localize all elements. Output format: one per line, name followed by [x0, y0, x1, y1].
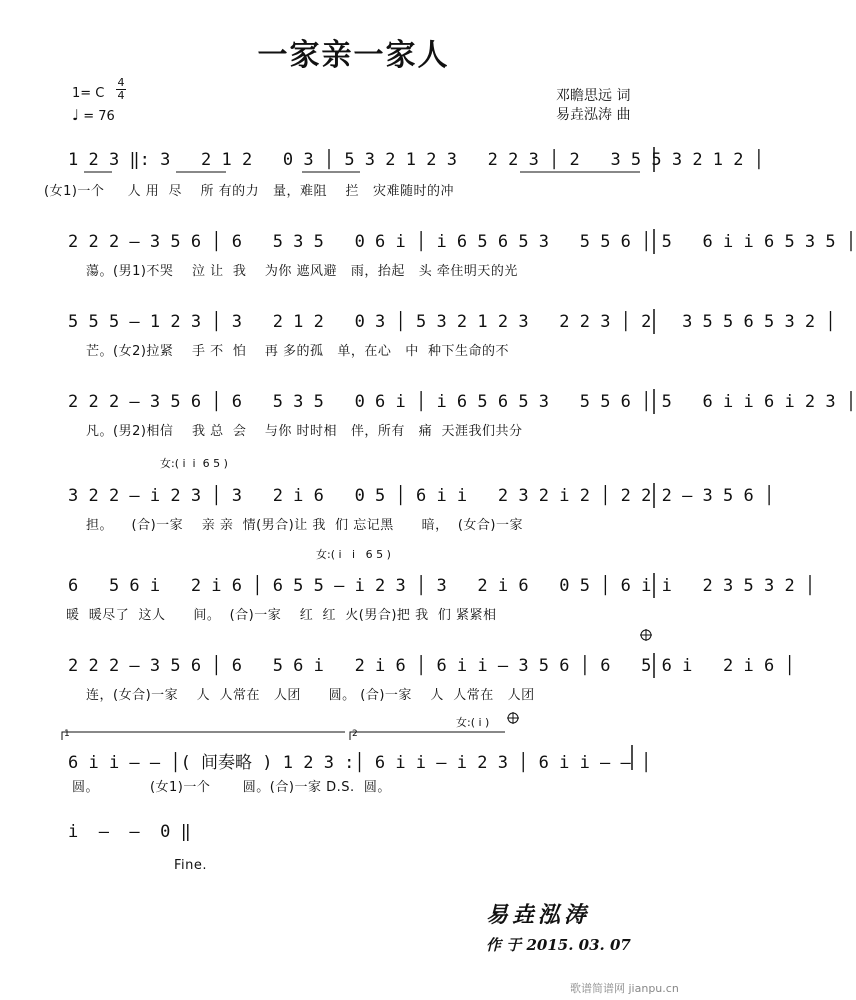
key-label: 1= C	[72, 86, 105, 101]
quarter-note-icon: ♩	[72, 106, 80, 124]
score-row-4-lyrics: 凡。(男2)相信 我 总 会 与你 时时相 伴，所有 痛 天涯我们共分	[86, 424, 523, 439]
score-row-8-lyrics: 圆。 (女1)一个 圆。(合)一家 D.S. 圆。	[72, 780, 391, 795]
time-bottom: 4	[117, 89, 125, 102]
fine-mark: Fine.	[174, 858, 208, 873]
score-row-2-notes: 2 2 2 — 3 5 6 │ 6 5 3 5 0 6 i │ i 6 5 6 5 3 5 5 6 │ 5 6 i i 6 5 3 5 │	[68, 232, 856, 252]
score-row-6-notes: 6 5 6 i 2 i 6 │ 6 5 5 — i 2 3 │ 3 2 i 6 0 5 │ 6 i i 2 3 5 3 2 │	[68, 576, 816, 596]
volta-1-label: 1	[64, 729, 70, 739]
tempo-value: = 76	[83, 109, 115, 124]
score-row-6-lyrics: 暖 暖尽了 这人 间。 (合)一家 红 红 火(男合)把 我 们 紧紧相	[66, 608, 497, 623]
score-row-3-lyrics: 芒。(女2)拉紧 手 不 怕 再 多的孤 单，在心 中 种下生命的不	[86, 344, 510, 359]
time-top: 4	[117, 76, 125, 89]
watermark: 歌谱简谱网 jianpu.cn	[570, 982, 679, 995]
volta-2-bracket	[350, 732, 505, 740]
volta-2-label: 2	[352, 729, 358, 739]
score-row-7-notes: 2 2 2 — 3 5 6 │ 6 5 6 i 2 i 6 │ 6 i i — 3 5 6 │ 6 5 6 i 2 i 6 │	[68, 656, 795, 676]
composer-credit: 易垚泓涛 曲	[556, 107, 631, 123]
row-6-female-part: 女:( i i 6 5 )	[316, 548, 391, 561]
lyricist-credit: 邓瞻思远 词	[556, 88, 631, 104]
volta-1-bracket	[62, 732, 345, 740]
score-row-4-notes: 2 2 2 — 3 5 6 │ 6 5 3 5 0 6 i │ i 6 5 6 5 3 5 5 6 │ 5 6 i i 6 i 2 3 │	[68, 392, 856, 412]
signature-date: 作 于 2015. 03. 07	[486, 936, 631, 954]
score-row-5-lyrics: 担。 (合)一家 亲 亲 情(男合)让 我 们 忘记黑 暗， (女合)一家	[86, 518, 523, 533]
score-row-1-lyrics: (女1)一个 人 用 尽 所 有的力 量，难阻 拦 灾难随时的冲	[44, 184, 454, 199]
score-row-5-notes: 3 2 2 — i 2 3 │ 3 2 i 6 0 5 │ 6 i i 2 3 2 i 2 │ 2 2 2 — 3 5 6 │	[68, 486, 775, 506]
song-title: 一家亲一家人	[257, 38, 450, 73]
signature-name: 易垚泓涛	[486, 902, 591, 928]
score-row-7-lyrics: 连，(女合)一家 人 人常在 人团 圆。 (合)一家 人 人常在 人团	[86, 688, 535, 703]
score-row-2-lyrics: 蕩。(男1)不哭 泣 让 我 为你 遮风避 雨，抬起 头 牵住明天的光	[86, 264, 518, 279]
row-8-female-part: 女:( i )	[456, 716, 490, 729]
score-row-1-notes: 1 2 3 ‖: 3 2 1 2 0 3 │ 5 3 2 1 2 3 2 2 3 │ 2 3 5 5 3 2 1 2 │	[68, 150, 764, 170]
row-5-female-part: 女:( i i 6 5 )	[160, 457, 228, 470]
score-row-8-notes: 6 i i — — │( 间奏略 ) 1 2 3 :│ 6 i i — i 2 3 │ 6 i i — — │	[68, 753, 652, 773]
score-row-3-notes: 5 5 5 — 1 2 3 │ 3 2 1 2 0 3 │ 5 3 2 1 2 3 2 2 3 │ 2 3 5 5 6 5 3 2 │	[68, 312, 836, 332]
score-row-9-notes: i — — 0 ‖	[68, 822, 191, 842]
